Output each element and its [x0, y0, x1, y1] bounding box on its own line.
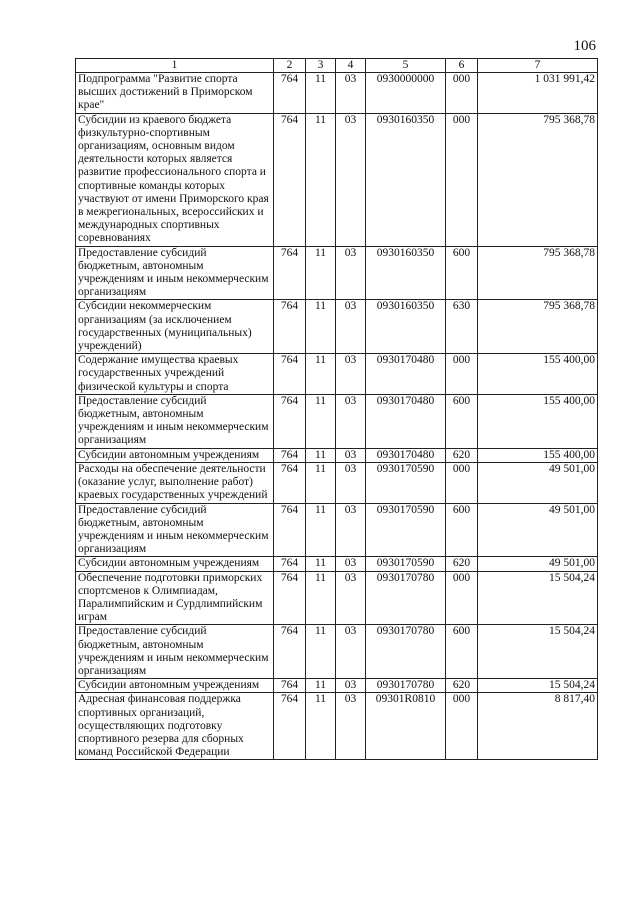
row-section-code: 11	[306, 625, 336, 679]
row-ministry-code: 764	[274, 300, 306, 354]
row-amount: 49 501,00	[478, 557, 598, 571]
row-name: Субсидии из краевого бюджета физкультурно-спортивным организациям, основным видом деятельности которых является развитие профессионального спорта и спортивные команды которых участвуют от имени Приморского края в межрегиональных, всероссийских и международных спортивных соревнованиях	[76, 113, 274, 246]
row-target-code: 0930170780	[366, 625, 446, 679]
column-header: 2	[274, 59, 306, 73]
row-amount: 795 368,78	[478, 246, 598, 300]
row-name: Предоставление субсидий бюджетным, автономным учреждениям и иным некоммерческим организациям	[76, 246, 274, 300]
row-expense-type-code: 620	[446, 448, 478, 462]
row-target-code: 0930170480	[366, 354, 446, 395]
row-target-code: 0930000000	[366, 73, 446, 114]
row-expense-type-code: 000	[446, 571, 478, 625]
row-ministry-code: 764	[274, 571, 306, 625]
row-amount: 49 501,00	[478, 462, 598, 503]
row-name: Субсидии автономным учреждениям	[76, 448, 274, 462]
row-section-code: 11	[306, 693, 336, 760]
row-target-code: 0930170590	[366, 503, 446, 557]
row-name: Подпрограмма "Развитие спорта высших достижений в Приморском крае"	[76, 73, 274, 114]
row-ministry-code: 764	[274, 557, 306, 571]
row-amount: 155 400,00	[478, 448, 598, 462]
row-section-code: 11	[306, 571, 336, 625]
table-row	[76, 625, 598, 679]
row-amount: 795 368,78	[478, 300, 598, 354]
row-subsection-code: 03	[336, 113, 366, 246]
row-target-code: 0930160350	[366, 300, 446, 354]
row-section-code: 11	[306, 557, 336, 571]
table-row	[76, 394, 598, 448]
table-row	[76, 557, 598, 571]
table-row	[76, 693, 598, 760]
row-section-code: 11	[306, 394, 336, 448]
row-amount: 8 817,40	[478, 693, 598, 760]
row-subsection-code: 03	[336, 679, 366, 693]
column-header: 5	[366, 59, 446, 73]
row-expense-type-code: 000	[446, 113, 478, 246]
row-section-code: 11	[306, 246, 336, 300]
row-amount: 15 504,24	[478, 571, 598, 625]
column-header: 7	[478, 59, 598, 73]
row-subsection-code: 03	[336, 625, 366, 679]
row-subsection-code: 03	[336, 693, 366, 760]
row-subsection-code: 03	[336, 394, 366, 448]
row-ministry-code: 764	[274, 354, 306, 395]
row-ministry-code: 764	[274, 73, 306, 114]
table-row	[76, 300, 598, 354]
row-ministry-code: 764	[274, 448, 306, 462]
row-section-code: 11	[306, 354, 336, 395]
row-ministry-code: 764	[274, 246, 306, 300]
row-ministry-code: 764	[274, 394, 306, 448]
row-section-code: 11	[306, 448, 336, 462]
budget-table	[75, 58, 598, 760]
row-name: Расходы на обеспечение деятельности (оказание услуг, выполнение работ) краевых государственных учреждений	[76, 462, 274, 503]
row-name: Субсидии автономным учреждениям	[76, 557, 274, 571]
table-row	[76, 462, 598, 503]
row-subsection-code: 03	[336, 73, 366, 114]
row-subsection-code: 03	[336, 448, 366, 462]
row-expense-type-code: 000	[446, 462, 478, 503]
row-amount: 795 368,78	[478, 113, 598, 246]
row-subsection-code: 03	[336, 300, 366, 354]
row-amount: 155 400,00	[478, 354, 598, 395]
table-header-row	[76, 59, 598, 73]
row-name: Содержание имущества краевых государственных учреждений физической культуры и спорта	[76, 354, 274, 395]
table-row	[76, 679, 598, 693]
row-ministry-code: 764	[274, 693, 306, 760]
table-row	[76, 354, 598, 395]
row-subsection-code: 03	[336, 503, 366, 557]
row-name: Предоставление субсидий бюджетным, автономным учреждениям и иным некоммерческим организациям	[76, 394, 274, 448]
row-expense-type-code: 000	[446, 693, 478, 760]
table-body	[76, 73, 598, 760]
row-expense-type-code: 000	[446, 354, 478, 395]
column-header: 6	[446, 59, 478, 73]
row-subsection-code: 03	[336, 462, 366, 503]
row-expense-type-code: 600	[446, 394, 478, 448]
page-number: 106	[573, 38, 596, 54]
row-expense-type-code: 630	[446, 300, 478, 354]
row-target-code: 0930170780	[366, 571, 446, 625]
row-amount: 49 501,00	[478, 503, 598, 557]
row-expense-type-code: 600	[446, 503, 478, 557]
row-target-code: 0930170480	[366, 394, 446, 448]
row-section-code: 11	[306, 300, 336, 354]
row-section-code: 11	[306, 73, 336, 114]
row-target-code: 0930170480	[366, 448, 446, 462]
row-ministry-code: 764	[274, 503, 306, 557]
column-header: 1	[76, 59, 274, 73]
column-header: 3	[306, 59, 336, 73]
row-target-code: 0930170590	[366, 557, 446, 571]
row-subsection-code: 03	[336, 246, 366, 300]
table-row	[76, 571, 598, 625]
row-amount: 155 400,00	[478, 394, 598, 448]
row-amount: 15 504,24	[478, 679, 598, 693]
row-expense-type-code: 620	[446, 557, 478, 571]
row-name: Субсидии некоммерческим организациям (за исключением государственных (муниципальных) учреждений)	[76, 300, 274, 354]
column-header: 4	[336, 59, 366, 73]
row-section-code: 11	[306, 462, 336, 503]
row-target-code: 0930170780	[366, 679, 446, 693]
row-section-code: 11	[306, 113, 336, 246]
row-section-code: 11	[306, 679, 336, 693]
row-name: Предоставление субсидий бюджетным, автономным учреждениям и иным некоммерческим организациям	[76, 503, 274, 557]
table-row	[76, 448, 598, 462]
row-ministry-code: 764	[274, 625, 306, 679]
row-subsection-code: 03	[336, 571, 366, 625]
row-name: Предоставление субсидий бюджетным, автономным учреждениям и иным некоммерческим организациям	[76, 625, 274, 679]
row-ministry-code: 764	[274, 462, 306, 503]
row-name: Адресная финансовая поддержка спортивных организаций, осуществляющих подготовку спортивного резерва для сборных команд Российской Федерации	[76, 693, 274, 760]
table-row	[76, 503, 598, 557]
row-target-code: 0930170590	[366, 462, 446, 503]
table-row	[76, 113, 598, 246]
row-subsection-code: 03	[336, 354, 366, 395]
table-row	[76, 246, 598, 300]
row-target-code: 0930160350	[366, 113, 446, 246]
row-expense-type-code: 600	[446, 246, 478, 300]
table-row	[76, 73, 598, 114]
row-target-code: 09301R0810	[366, 693, 446, 760]
row-name: Субсидии автономным учреждениям	[76, 679, 274, 693]
row-expense-type-code: 600	[446, 625, 478, 679]
row-expense-type-code: 620	[446, 679, 478, 693]
row-ministry-code: 764	[274, 679, 306, 693]
row-section-code: 11	[306, 503, 336, 557]
row-ministry-code: 764	[274, 113, 306, 246]
row-subsection-code: 03	[336, 557, 366, 571]
row-expense-type-code: 000	[446, 73, 478, 114]
row-amount: 15 504,24	[478, 625, 598, 679]
row-target-code: 0930160350	[366, 246, 446, 300]
row-amount: 1 031 991,42	[478, 73, 598, 114]
row-name: Обеспечение подготовки приморских спортсменов к Олимпиадам, Паралимпийским и Сурдлимпийским играм	[76, 571, 274, 625]
